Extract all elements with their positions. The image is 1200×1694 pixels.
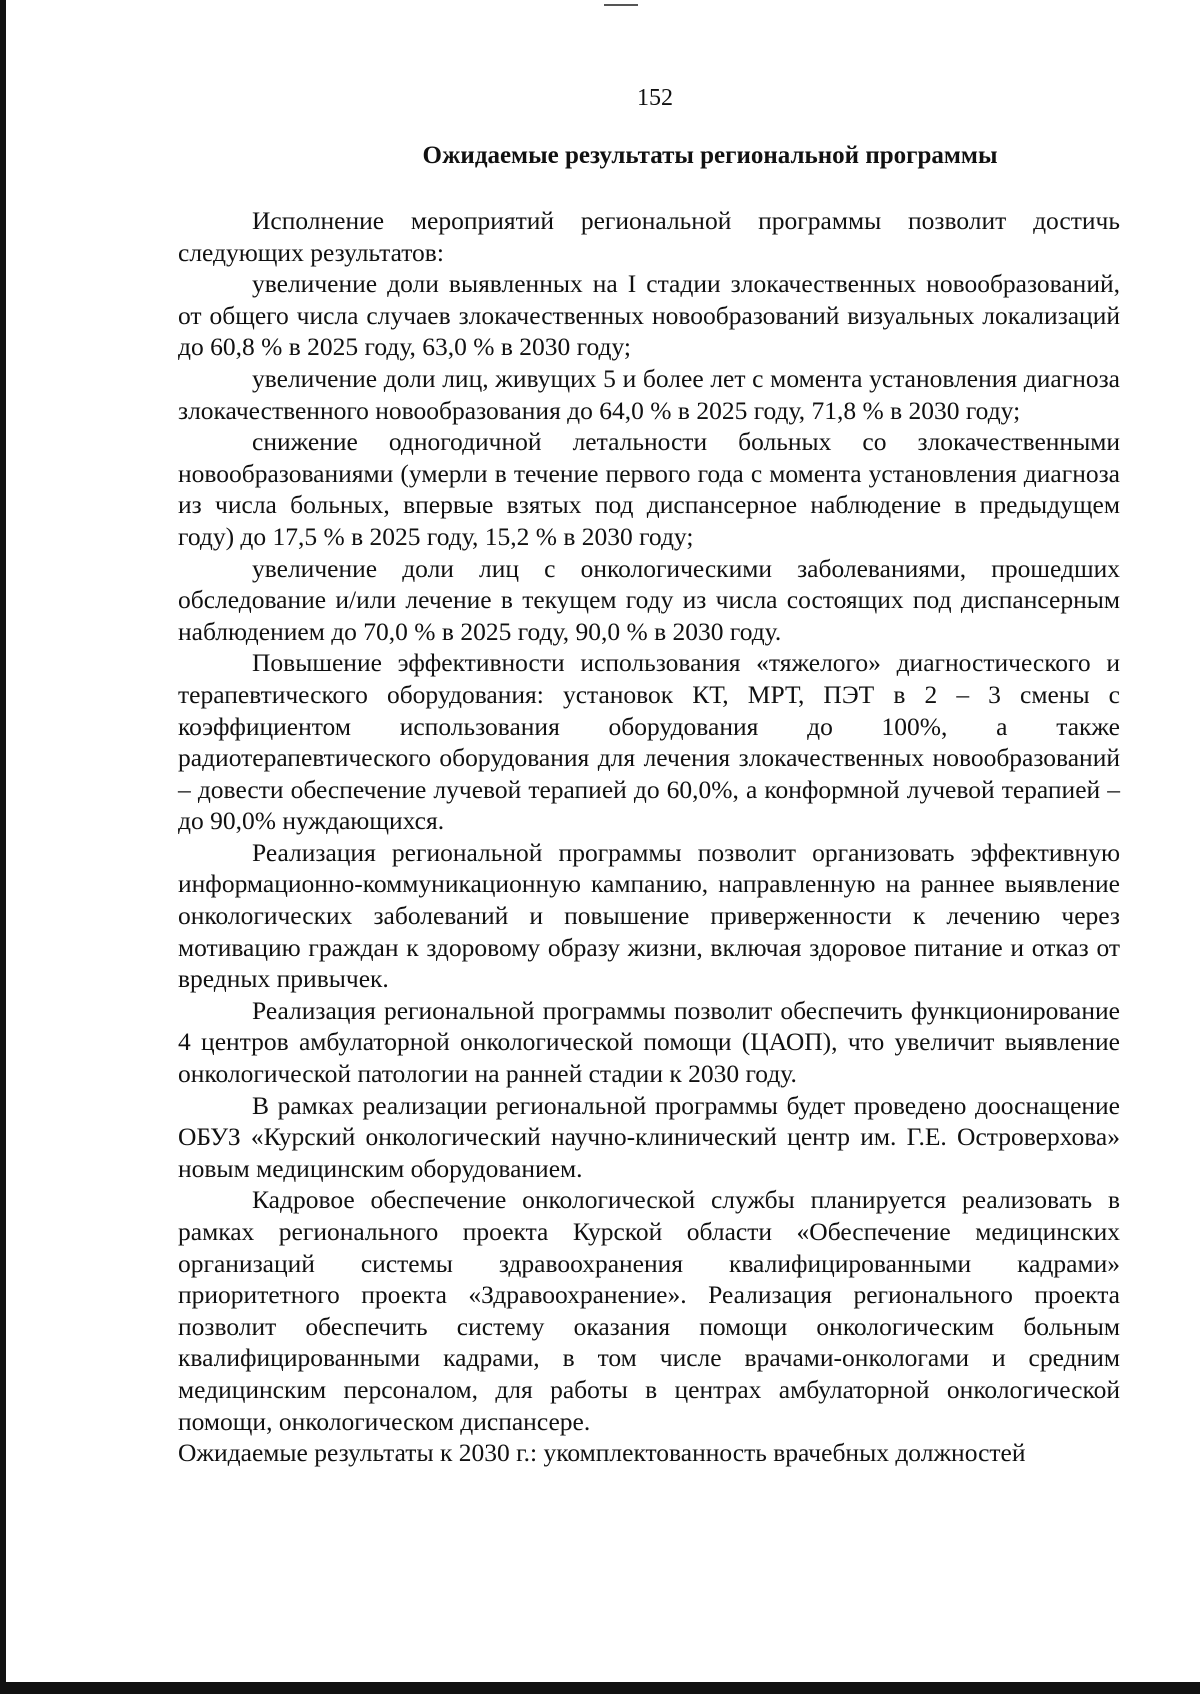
paragraph: увеличение доли лиц, живущих 5 и более лет с момента установления диагноза злокачественного новообразования до 64,0 % в 2025 году, 71,8 % в 2030 году; bbox=[178, 363, 1120, 425]
paragraph: В рамках реализации региональной программы будет проведено дооснащение ОБУЗ «Курский онкологический научно-клинический центр им. Г.Е. Островерхова» новым медицинским оборудованием. bbox=[178, 1090, 1120, 1183]
page-number: 152 bbox=[637, 85, 673, 111]
document-body bbox=[178, 205, 1120, 1469]
scan-border-bottom bbox=[0, 1682, 1200, 1694]
section-title: Ожидаемые результаты региональной программы bbox=[422, 142, 998, 169]
paragraph: снижение одногодичной летальности больных со злокачественными новообразованиями (умерли в течение первого года с момента установления диагноза из числа больных, впервые взятых под диспансерное наблюдение в предыдущем году) до 17,5 % в 2025 году, 15,2 % в 2030 году; bbox=[178, 427, 1120, 551]
paragraph: Ожидаемые результаты к 2030 г.: укомплектованность врачебных должностей bbox=[178, 1438, 1026, 1468]
paragraph: Реализация региональной программы позволит организовать эффективную информационно-коммуникационную кампанию, направленную на раннее выявление онкологических заболеваний и повышение приверженности к лечению через мотивацию граждан к здоровому образу жизни, включая здоровое питание и отказ от вредных привычек. bbox=[178, 837, 1120, 994]
paragraph: Исполнение мероприятий региональной программы позволит достичь следующих результатов: bbox=[178, 206, 1120, 267]
scan-mark-top bbox=[604, 4, 638, 6]
paragraph: увеличение доли лиц с онкологическими заболеваниями, прошедших обследование и/или лечение в текущем году из числа состоящих под диспансерным наблюдением до 70,0 % в 2025 году, 90,0 % в 2030 году. bbox=[178, 553, 1120, 646]
paragraph: увеличение доли выявленных на I стадии злокачественных новообразований, от общего числа случаев злокачественных новообразований визуальных локализаций до 60,8 % в 2025 году, 63,0 % в 2030 году; bbox=[178, 269, 1120, 362]
paragraph: Кадровое обеспечение онкологической службы планируется реализовать в рамках регионального проекта Курской области «Обеспечение медицинских организаций системы здравоохранения квалифицированными кадрами» приоритетного проекта «Здравоохранение». Реализация регионального проекта позволит обеспечить систему оказания помощи онкологическим больным квалифицированными кадрами, в том числе врачами-онкологами и средним медицинским персоналом, для работы в центрах амбулаторной онкологической помощи, онкологическом диспансере. bbox=[178, 1185, 1120, 1436]
paragraph: Реализация региональной программы позволит обеспечить функционирование 4 центров амбулаторной онкологической помощи (ЦАОП), что увеличит выявление онкологической патологии на ранней стадии к 2030 году. bbox=[178, 995, 1120, 1089]
paragraph: Повышение эффективности использования «тяжелого» диагностического и терапевтического оборудования: установок КТ, МРТ, ПЭТ в 2 – 3 смены с коэффициентом использования оборудования до 100%, а также радиотерапевтического оборудования для лечения злокачественных новообразований – довести обеспечение лучевой терапией до 60,0%, а конформной лучевой терапией – до 90,0% нуждающихся. bbox=[178, 648, 1120, 836]
scan-border-left bbox=[0, 0, 6, 1694]
